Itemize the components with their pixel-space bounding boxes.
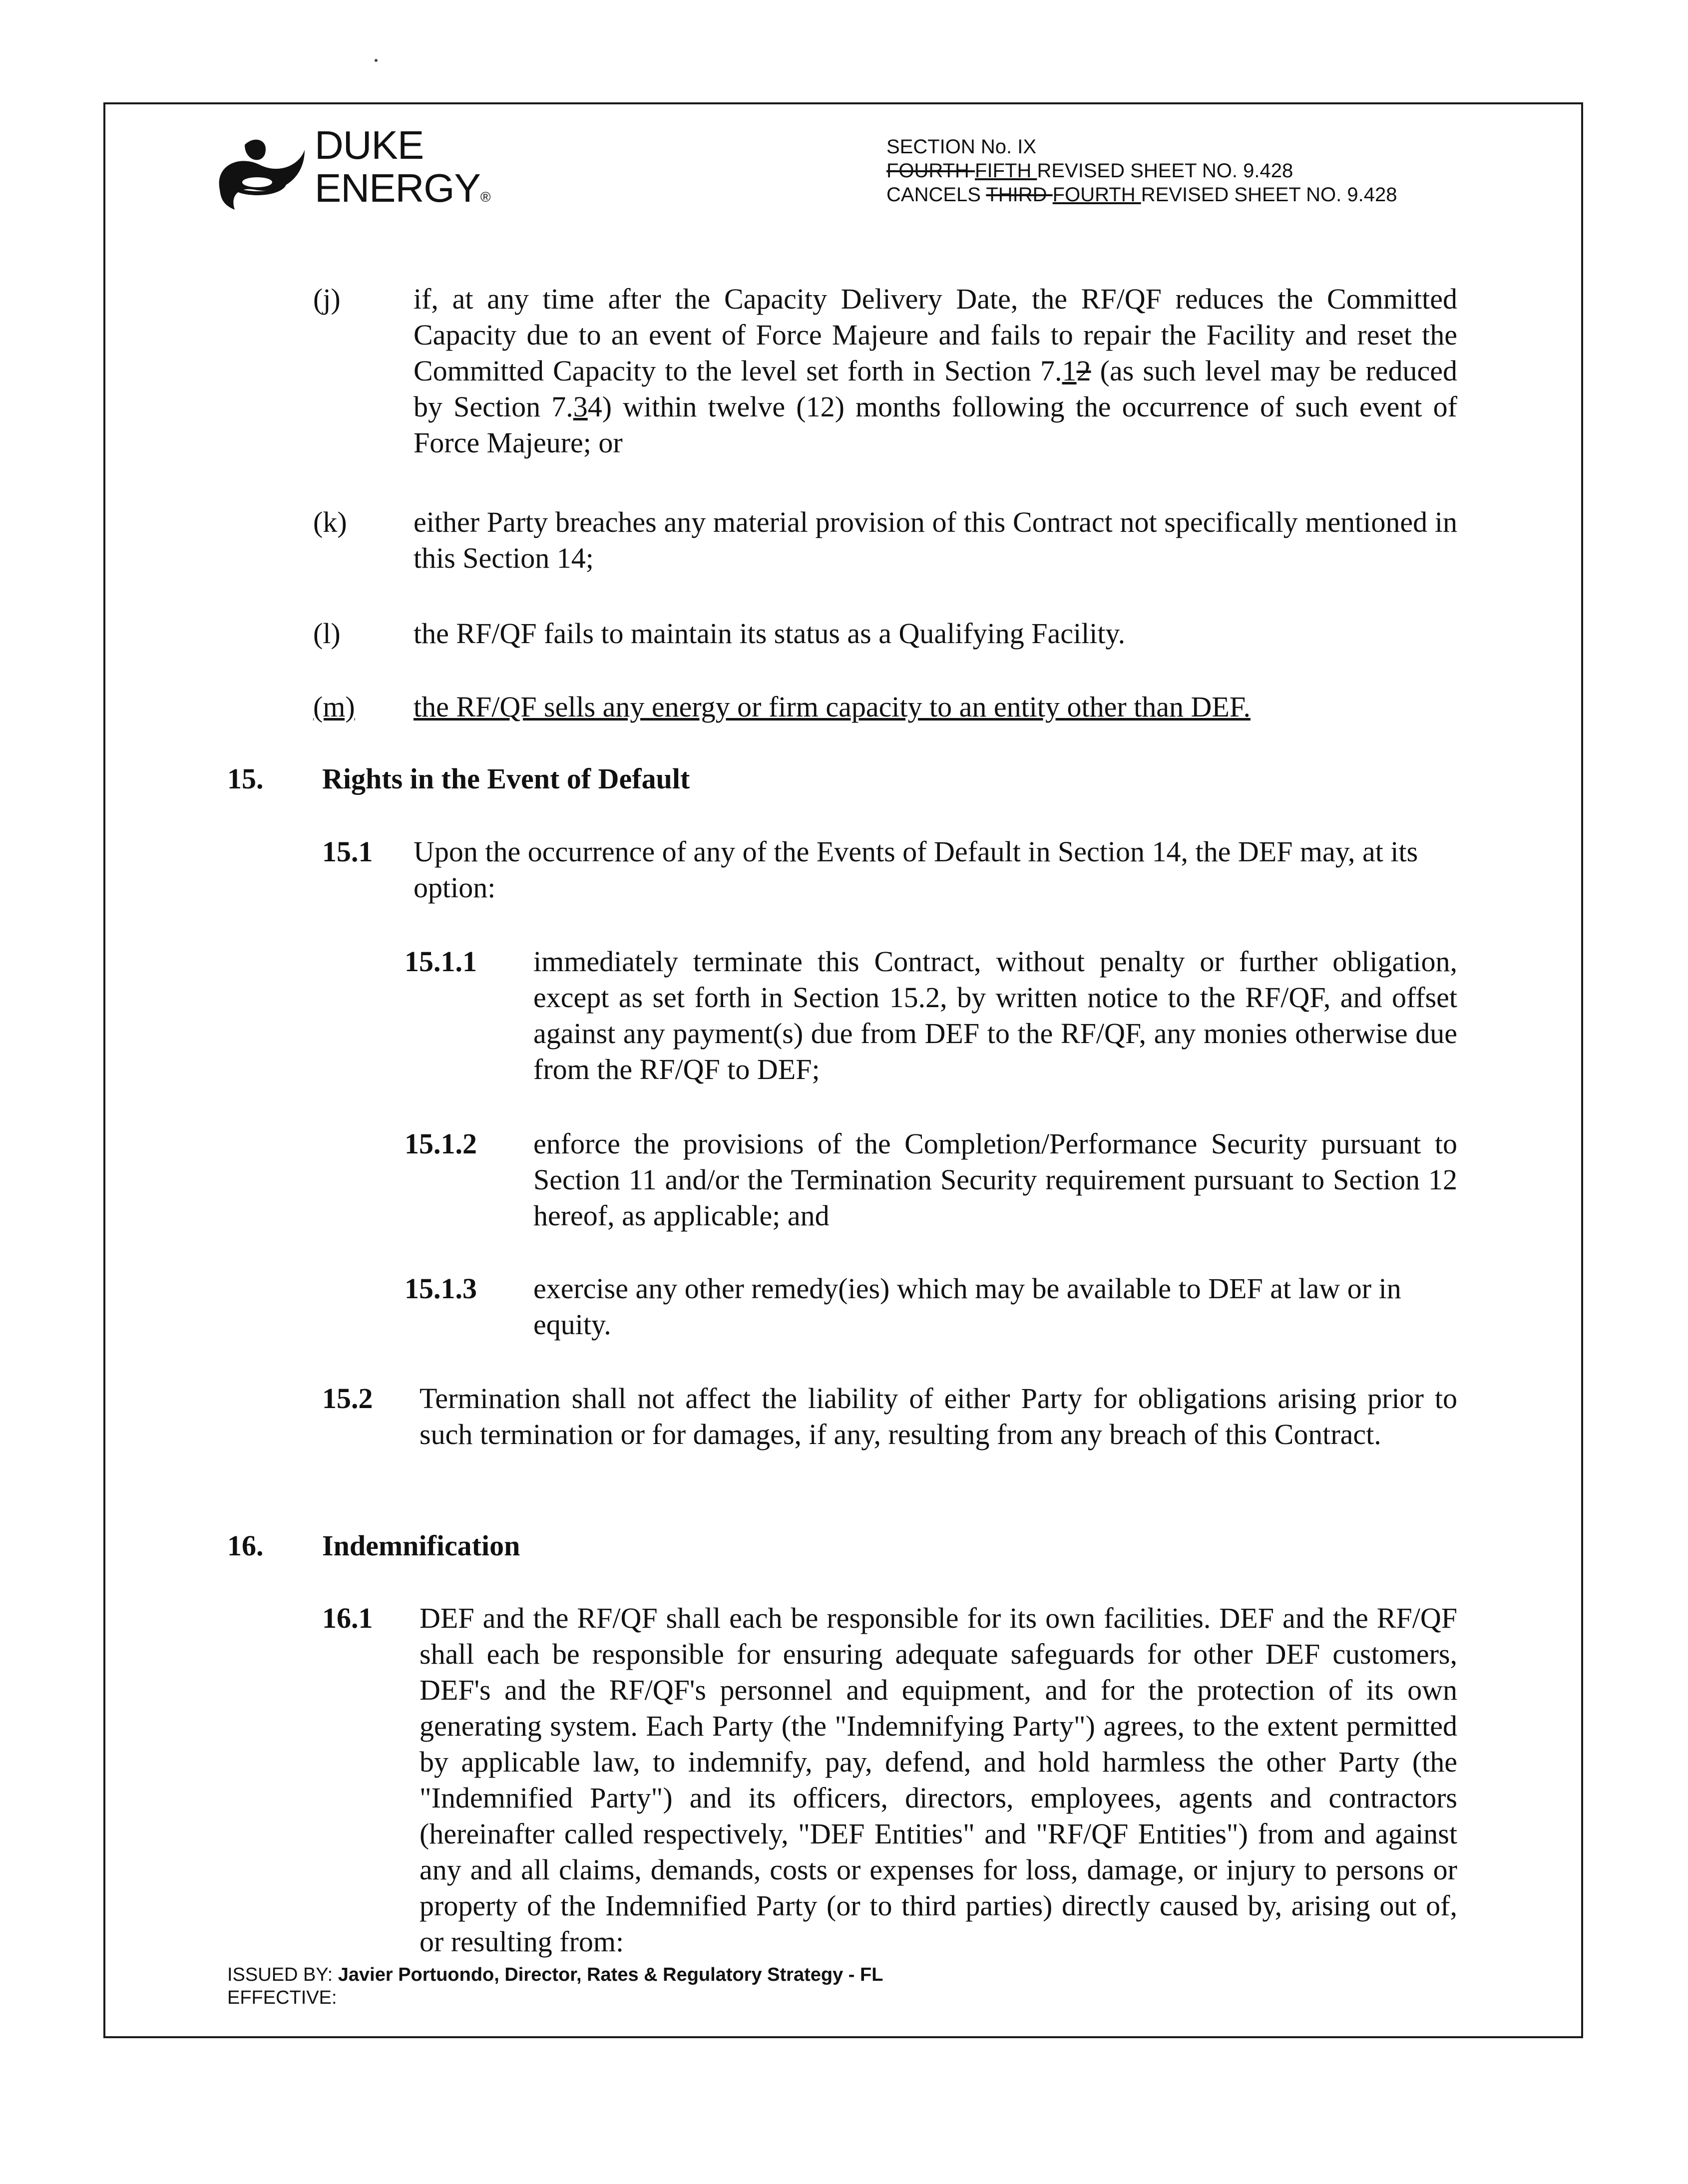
issued-by-value: Javier Portuondo, Director, Rates & Regulatory Strategy - FL xyxy=(338,1964,883,1985)
item-j-inserted-1: 1 xyxy=(1062,355,1077,387)
item-j-text-b: (as such level may be reduced by Section 7. xyxy=(414,355,1457,423)
section-15-title: Rights in the Event of Default xyxy=(322,762,690,795)
clause-15-1-2-text: enforce the provisions of the Completion/Performance Security pursuant to Section 11 and/or the Termination Security requirement pursuant to Section 12 hereof, as applicable; and xyxy=(533,1127,1457,1232)
item-m-text: the RF/QF sells any energy or firm capacity to an entity other than DEF. xyxy=(414,691,1251,723)
cancels-label: CANCELS xyxy=(886,184,986,206)
section-16-number: 16. xyxy=(227,1529,264,1562)
logo-line-2: ENERGY xyxy=(315,166,480,210)
sheet-number: REVISED SHEET NO. 9.428 xyxy=(1037,160,1293,182)
item-j-marker: (j) xyxy=(313,283,341,315)
section-number: SECTION No. IX xyxy=(886,136,1037,158)
clause-15-1-3-number: 15.1.3 xyxy=(405,1272,477,1305)
duke-energy-flame-logo-icon xyxy=(210,135,310,215)
logo-wordmark xyxy=(315,124,490,219)
registered-mark: ® xyxy=(480,189,490,205)
issued-by-label: ISSUED BY: xyxy=(227,1964,338,1985)
clause-15-1-text: Upon the occurrence of any of the Events of Default in Section 14, the DEF may, at its option: xyxy=(414,835,1418,904)
duke-energy-logo xyxy=(210,124,489,229)
clause-15-1-1-number: 15.1.1 xyxy=(405,945,477,978)
item-m-marker: (m) xyxy=(313,691,355,723)
sheet-header xyxy=(886,135,1397,207)
clause-15-1-number: 15.1 xyxy=(322,835,373,868)
inserted-revision: FIFTH xyxy=(975,160,1037,182)
scan-mark xyxy=(375,59,378,62)
section-16-title: Indemnification xyxy=(322,1529,520,1562)
item-k-marker: (k) xyxy=(313,506,347,538)
clause-15-2-text: Termination shall not affect the liability of either Party for obligations arising prior to such termination or for damages, if any, resulting from any breach of this Contract. xyxy=(420,1382,1457,1451)
item-k-text: either Party breaches any material provision of this Contract not specifically mentioned in this Section 14; xyxy=(414,506,1457,574)
cancels-sheet-number: REVISED SHEET NO. 9.428 xyxy=(1141,184,1397,206)
cancels-inserted-revision: FOURTH xyxy=(1052,184,1141,206)
item-j-text-a: if, at any time after the Capacity Delivery Date, the RF/QF reduces the Committed Capacity due to an event of Force Majeure and fails to repair the Facility and reset the Committed Capacity to the level set forth in Section 7. xyxy=(414,283,1457,387)
item-j-deleted-1: 2 xyxy=(1076,355,1091,387)
cancels-deleted-revision: THIRD xyxy=(986,184,1053,206)
clause-15-1-1-text: immediately terminate this Contract, without penalty or further obligation, except as set forth in Section 15.2, by written notice to the RF/QF, and offset against any payment(s) due from DEF to the RF/QF, any monies otherwise due from the RF/QF to DEF; xyxy=(533,945,1457,1086)
section-15-number: 15. xyxy=(227,762,264,795)
cancels-line xyxy=(886,183,1397,207)
clause-15-1-2-number: 15.1.2 xyxy=(405,1127,477,1160)
issued-by-line xyxy=(227,1963,883,1986)
item-l-text: the RF/QF fails to maintain its status as a Qualifying Facility. xyxy=(414,617,1126,650)
item-j-inserted-2: 3 xyxy=(573,390,588,423)
issuance-footer xyxy=(227,1963,883,2009)
revised-sheet-line xyxy=(886,159,1397,183)
effective-label: EFFECTIVE: xyxy=(227,1987,337,2008)
clause-16-1-text: DEF and the RF/QF shall each be responsible for its own facilities. DEF and the RF/QF shall each be responsible for ensuring adequate safeguards for other DEF customers, DEF's and the RF/QF's personnel and equipment, and for the protection of its own generating system. Each Party (the "Indemnifying Party") agrees, to the extent permitted by applicable law, to indemnify, pay, defend, and hold harmless the other Party (the "Indemnified Party") and its officers, directors, employees, agents and contractors (hereinafter called respectively, "DEF Entities" and "RF/QF Entities") from and against any and all claims, demands, costs or expenses for loss, damage, or injury to persons or property of the Indemnified Party (or to third parties) directly caused by, arising out of, or resulting from: xyxy=(420,1602,1457,1958)
clause-16-1-number: 16.1 xyxy=(322,1602,373,1634)
clause-15-1-3-text: exercise any other remedy(ies) which may be available to DEF at law or in equity. xyxy=(533,1272,1401,1341)
item-l-marker: (l) xyxy=(313,617,341,650)
logo-line-1: DUKE xyxy=(315,123,424,167)
item-j-text xyxy=(414,281,1457,461)
clause-15-2-number: 15.2 xyxy=(322,1382,373,1415)
deleted-revision: FOURTH xyxy=(886,160,975,182)
item-j-text-c: 4) within twelve (12) months following the occurrence of such event of Force Majeure; or xyxy=(414,390,1457,459)
